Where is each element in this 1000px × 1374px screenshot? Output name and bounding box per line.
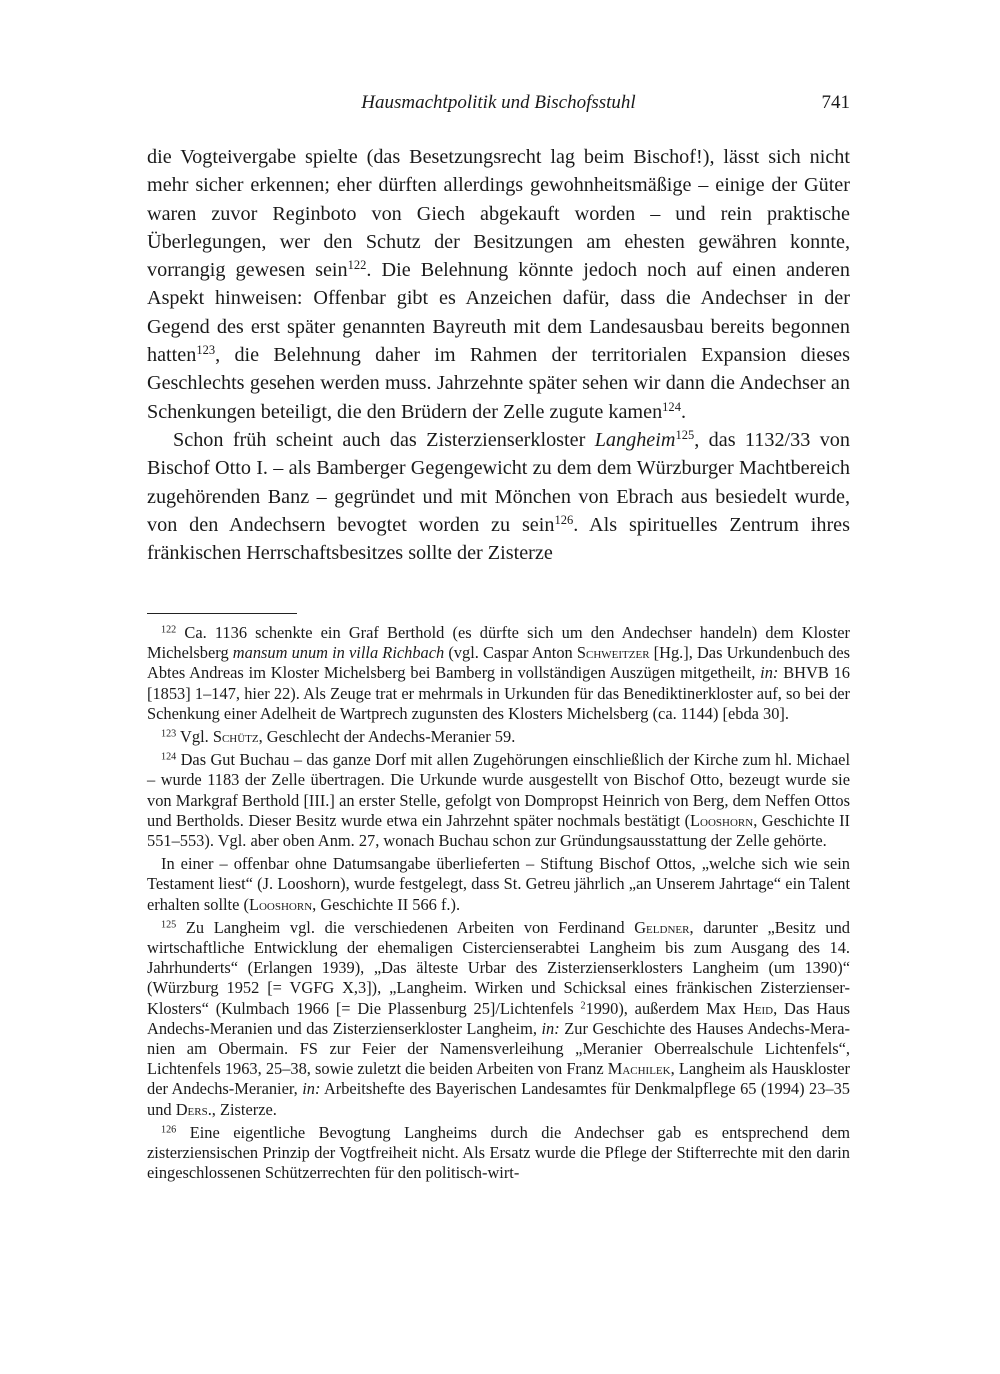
text-run: Vgl.: [176, 727, 213, 747]
text-run: die Vogteivergabe spielte (das Besetzungsrecht lag beim Bischof!), lässt sich nicht mehr sicher erkennen; eher dürften allerdings gewohnheitsmäßige – einige der Güter waren zuvor Reginboto von Giech abgekauft worden – und rein praktische Überlegungen, wer den Schutz der Besitzungen am ehesten gewähren konnte, vorrangig gewesen sein: [147, 146, 850, 282]
text-run: Arbeitshefte des Bayerischen Landesamtes für Denkmalpflege 65 (1994) 23–35 und: [147, 1079, 850, 1119]
paragraph-1: [147, 143, 850, 426]
footnote-ref-126: 126: [554, 512, 574, 527]
italic-term: mansum unum in villa Richbach: [232, 643, 445, 663]
footnote-ref-124: 124: [662, 399, 681, 414]
text-run: , die Belehnung daher im Rahmen der territorialen Expansion dieses Geschlechts gesehen werden muss. Jahrzehnte später sehen wir dann die Andechser an Schenkungen beteiligt, die den Brüdern der Zelle zugute kamen: [147, 344, 850, 423]
text-run: , Zisterze.: [211, 1099, 277, 1119]
italic-term: Langheim: [594, 428, 676, 451]
text-run: Zu Langheim vgl. die verschiedenen Arbeiten von Ferdinand: [176, 917, 635, 937]
text-run: , das 1132/33 von Bischof Otto I. – als Bamberger Gegengewicht zu dem dem Würzburger Machtbereich zugehörenden Banz – gegründet und mit Mönchen von Ebrach aus besiedelt wurde, von den Andechsern bevogtet worden zu sein: [147, 428, 850, 536]
text-run: (vgl. Caspar Anton: [444, 643, 577, 663]
text-run: , Geschichte II 566 f.).: [312, 894, 461, 914]
footnote-125: [147, 918, 850, 1120]
text-run: Schon früh scheint auch das Zisterzienserkloster: [173, 428, 595, 451]
paragraph-2: [147, 426, 850, 567]
footnote-number: 125: [161, 919, 177, 931]
italic-term: in:: [541, 1018, 560, 1038]
text-run: , darunter „Besitz und wirtschaftliche Entwicklung der ehemaligen Cistercienserabtei Langheim bis zum Ausgang des 14. Jahrhunderts“ (Erlangen 1939), „Das älteste Urbar des Zisterzienserklosters Langheim (um 1390)“ (Würzburg 1952 [= VGFG X,3]), „Langheim. Wirken und Schicksal eines fränkischen Zisterzienser-Klosters“ (Kulmbach 1966 [= Die Plassenburg 25]/Lichtenfels: [147, 917, 850, 1018]
italic-term: in:: [302, 1079, 321, 1099]
author-name: Heid: [742, 998, 774, 1018]
italic-term: in:: [760, 663, 779, 683]
text-run: , Geschlecht der Andechs-Meranier 59.: [258, 727, 516, 747]
text-run: [Hg.], Das Urkundenbuch des Abtes Andreas im Kloster Michelsberg bei Bamberg in vollständigen Auszügen mitgetheilt,: [147, 643, 850, 683]
main-text: [147, 143, 850, 567]
footnote-number: 126: [161, 1124, 177, 1136]
text-run: BHVB 16 [1853] 1–147, hier 22). Als Zeuge trat er mehrmals in Urkunden für das Benediktinerkloster auf, so bei der Schenkung einer Adelheit de Wartprech zugunsten des Klosters Michelsberg (ca. 1144) [ebda 30].: [147, 663, 850, 723]
running-title: Hausmachtpolitik und Bischofsstuhl: [361, 92, 636, 113]
footnote-123: [147, 727, 850, 747]
footnote-number: 124: [161, 751, 177, 763]
footnote-ref-125: 125: [675, 428, 695, 443]
footnote-122: [147, 623, 850, 724]
footnote-number: 123: [161, 728, 177, 740]
text-run: . Als spirituelles Zentrum ihres fränkischen Herrschaftsbesitzes sollte der Zisterze: [147, 513, 850, 565]
text-run: , Geschichte II 551–553). Vgl. aber oben Anm. 27, wonach Buchau schon zur Gründungsausstattung der Zelle gehörte.: [147, 810, 850, 851]
footnote-ref-122: 122: [347, 258, 367, 273]
text-run: .: [680, 400, 686, 423]
text-run: 1990), außerdem Max: [585, 998, 743, 1018]
author-name: Schweitzer: [576, 643, 650, 663]
edition-superscript: 2: [580, 1000, 586, 1012]
footnote-126: [147, 1123, 850, 1184]
author-name: Schütz: [212, 727, 259, 747]
footnote-number: 122: [161, 624, 177, 636]
page-number: 741: [821, 92, 850, 113]
footnote-divider: [147, 613, 297, 614]
running-header: [147, 92, 850, 122]
author-name: Machilek: [607, 1059, 671, 1079]
text-run: . Die Belehnung könnte jedoch noch auf einen anderen Aspekt hinweisen: Offenbar gibt es Anzeichen dafür, dass die Andechser in der Gegend des erst später genannten Bayreuth mit dem Landesausbau bereits begonnen hatten: [147, 259, 850, 367]
text-run: Das Gut Buchau – das ganze Dorf mit allen Zugehörungen einschließlich der Kirche zum hl. Michael – wurde 1183 der Zelle übertragen. Die Urkunde wurde ausgestellt von Bischof Otto, bezeugt wurde sie von Markgraf Berthold [III.] an erster Stelle, gefolgt von Dompropst Heinrich von Berg, dem Neffen Ottos und Bertholds. Dieser Besitz wurde etwa ein Jahrzehnt später nochmals bestätigt (: [147, 750, 850, 830]
text-run: In einer – offenbar ohne Datumsangabe überlieferten – Stiftung Bischof Ottos, „welche sich wie sein Testament liest“ (J. Looshorn), wurde festgelegt, dass St. Getreu jährlich „an Unserem Jahrtage“ ein Talent erhalten sollte (: [147, 854, 850, 914]
text-run: , Langheim als Hauskloster der Andechs-Meranier,: [147, 1059, 850, 1099]
author-name: Geldner: [634, 917, 690, 937]
text-run: Eine eigentliche Bevogtung Langheims durch die Andechser gab es entsprechend dem zisterziensischen Prinzip der Vogtfreiheit nicht. Als Ersatz wurde die Pflege der Stifterrechte mit den darin eingeschlossenen Schützerrechten für den politisch-wirt-: [147, 1122, 850, 1183]
text-run: Zur Geschichte des Hauses Andechs-Meranien am Obermain. FS zur Feier der Namensverleihung „Meranier Oberrealschule Lichtenfels“, Lichtenfels 1963, 25–38, sowie zuletzt die beiden Arbeiten von Franz: [147, 1018, 850, 1079]
author-name: Looshorn: [248, 894, 313, 914]
text-run: , Das Haus Andechs-Meranien und das Zisterzienserkloster Langheim,: [147, 998, 850, 1038]
footnote-124-continued: [147, 854, 850, 915]
text-run: Ca. 1136 schenkte ein Graf Berthold (es dürfte sich um den Andechser handeln) dem Kloster Michelsberg: [147, 623, 850, 663]
footnotes: [147, 623, 850, 1186]
author-name: Ders.: [175, 1099, 212, 1119]
footnote-124: [147, 750, 850, 851]
footnote-ref-123: 123: [196, 343, 216, 358]
author-name: Looshorn: [690, 810, 754, 830]
